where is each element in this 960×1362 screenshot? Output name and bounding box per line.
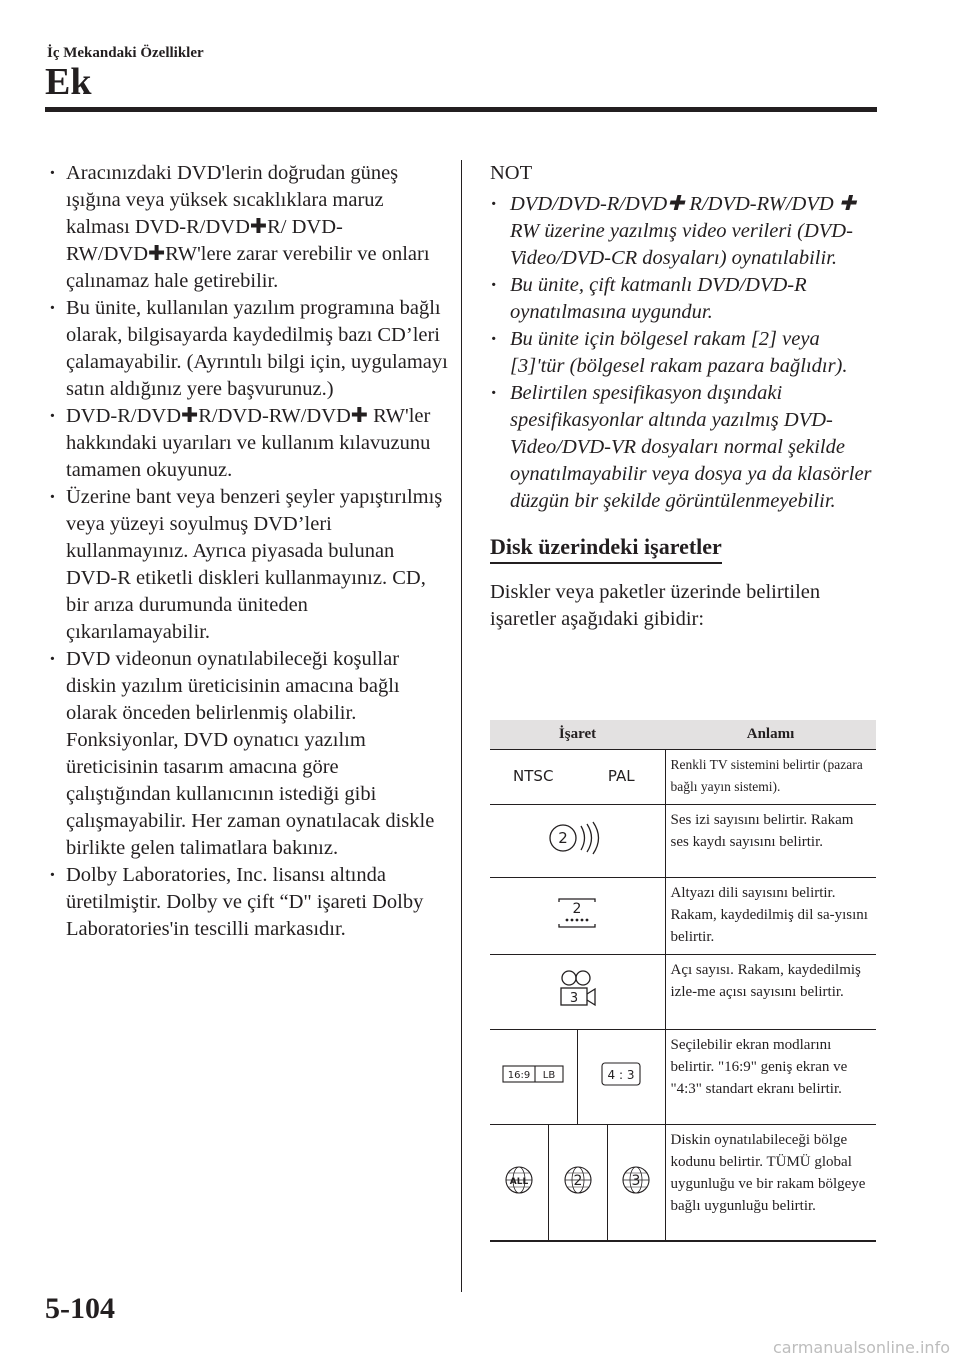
audio-track-icon: [547, 821, 607, 855]
chapter-title: Ek: [45, 61, 92, 103]
symbol-cell: [490, 1029, 577, 1124]
region-2-label: 2: [573, 1172, 582, 1189]
symbol-cell: [577, 1029, 665, 1124]
symbol-cell: [490, 749, 665, 804]
meaning-cell: Açı sayısı. Rakam, kaydedilmiş izle-me açısı sayısını belirtir.: [665, 954, 876, 1029]
bullet-item: · Aracınızdaki DVD'lerin doğrudan güneş ışığına veya yüksek sıcaklıklara maruz kalması DVD-R/DVD✚R/ DVD-RW/DVD✚RW'lere zarar verebilir ve onları çalınamaz hale getirebilir.: [48, 160, 448, 295]
note-item: · DVD/DVD-R/DVD✚ R/DVD-RW/DVD ✚ RW üzerine yazılmış video verileri (DVD-Video/DVD-CR dosyaları) oynatılabilir.: [490, 191, 878, 272]
audio-track-number: 2: [558, 829, 569, 847]
note-item: · Bu ünite için bölgesel rakam [2] veya [3]'tür (bölgesel rakam pazara bağlıdır).: [490, 326, 878, 380]
symbol-cell: [490, 954, 665, 1029]
bullet-item: · DVD-R/DVD✚R/DVD-RW/DVD✚ RW'ler hakkındaki uyarıları ve kullanım kılavuzunu tamamen okuyunuz.: [48, 403, 448, 484]
region-all-globe-icon: [504, 1165, 534, 1195]
header-meaning: Anlamı: [665, 720, 876, 749]
bullet-item: · Dolby Laboratories, Inc. lisansı altında üretilmiştir. Dolby ve çift “D" işareti Dolby Laboratories'in tescilli markasıdır.: [48, 862, 448, 943]
right-column: [490, 160, 878, 633]
standard-screen-label: 4 : 3: [607, 1068, 635, 1082]
widescreen-label: 16:9: [508, 1070, 531, 1081]
bullet-item: · DVD videonun oynatılabileceği koşullar diskin yazılım üreticisinin amacına bağlı olarak önceden belirlenmiş olabilir. Fonksiyonlar, DVD oynatıcı yazılım üreticisinin tasarım amacına göre çalıştığından kullanıcının istediği gibi çalışmayabilir. Her zaman oynatılacak diskle birlikte gelen talimatlara bakınız.: [48, 646, 448, 862]
letterbox-label: LB: [543, 1070, 556, 1081]
bullet-item: · Üzerine bant veya benzeri şeyler yapıştırılmış veya yüzeyi soyulmuş DVD’leri kullanmayınız. Ayrıca piyasada bulunan DVD-R etiketli diskleri kullanmayınız. CD, bir arıza durumunda üniteden çıkarılamayabilir.: [48, 484, 448, 646]
table-row: [490, 804, 876, 877]
subtitle-number: 2: [572, 901, 582, 917]
table-header-row: [490, 720, 876, 749]
table-row: [490, 1029, 876, 1124]
subtitle-icon: [555, 896, 599, 930]
column-divider: [461, 160, 462, 1292]
standard-screen-icon: [601, 1062, 641, 1086]
symbol-cell: [607, 1124, 665, 1241]
symbol-cell: [490, 804, 665, 877]
table-row: [490, 749, 876, 804]
table-row: [490, 1124, 876, 1241]
meaning-cell: Seçilebilir ekran modlarını belirtir. "16:9" geniş ekran ve "4:3" standart ekranı belirtir.: [665, 1029, 876, 1124]
meaning-cell: Altyazı dili sayısını belirtir. Rakam, kaydedilmiş dil sa-yısını belirtir.: [665, 877, 876, 954]
disk-marks-intro: Diskler veya paketler üzerinde belirtilen işaretler aşağıdaki gibidir:: [490, 581, 821, 630]
widescreen-lb-icon: [502, 1065, 564, 1083]
note-title: NOT: [490, 162, 533, 184]
section-label: İç Mekandaki Özellikler: [47, 45, 204, 61]
meaning-cell: Ses izi sayısını belirtir. Rakam ses kaydı sayısını belirtir.: [665, 804, 876, 877]
camera-angle-icon: [555, 969, 599, 1009]
region-3-label: 3: [631, 1172, 641, 1189]
table-row: [490, 877, 876, 954]
header-symbol: İşaret: [490, 720, 665, 749]
note-item: · Belirtilen spesifikasyon dışındaki spesifikasyonlar altında yazılmış DVD-Video/DVD-VR dosyaları normal şekilde oynatılmayabilir veya dosya ya da klasörler düzgün bir şekilde görüntülenmeyebilir.: [490, 380, 878, 515]
symbol-cell: [490, 1124, 548, 1241]
disk-marks-table: [490, 720, 876, 1242]
symbol-cell: [548, 1124, 607, 1241]
header-rule: [45, 107, 877, 112]
watermark: carmanualsonline.info: [772, 1338, 950, 1357]
meaning-cell: Renkli TV sistemini belirtir (pazara bağlı yayın sistemi).: [665, 749, 876, 804]
page-number: 5-104: [45, 1292, 115, 1325]
region-all-label: ALL: [509, 1176, 528, 1187]
disk-marks-heading: Disk üzerindeki işaretler: [490, 533, 722, 564]
table-row: [490, 954, 876, 1029]
pal-label: PAL: [607, 767, 635, 785]
note-list: [490, 191, 878, 515]
region-3-globe-icon: [621, 1165, 651, 1195]
symbol-cell: [490, 877, 665, 954]
region-2-globe-icon: [563, 1165, 593, 1195]
ntsc-label: NTSC: [513, 767, 554, 785]
meaning-cell: Diskin oynatılabileceği bölge kodunu belirtir. TÜMÜ global uygunluğu ve bir rakam bölgeye bağlı uygunluğu belirtir.: [665, 1124, 876, 1241]
left-column: [48, 160, 448, 943]
bullet-item: · Bu ünite, kullanılan yazılım programına bağlı olarak, bilgisayarda kaydedilmiş bazı CD’leri çalamayabilir. (Ayrıntılı bilgi için, uygulamayı satın aldığınız yere başvurunuz.): [48, 295, 448, 403]
angle-number: 3: [570, 991, 579, 1006]
note-item: · Bu ünite, çift katmanlı DVD/DVD-R oynatılmasına uygundur.: [490, 272, 878, 326]
